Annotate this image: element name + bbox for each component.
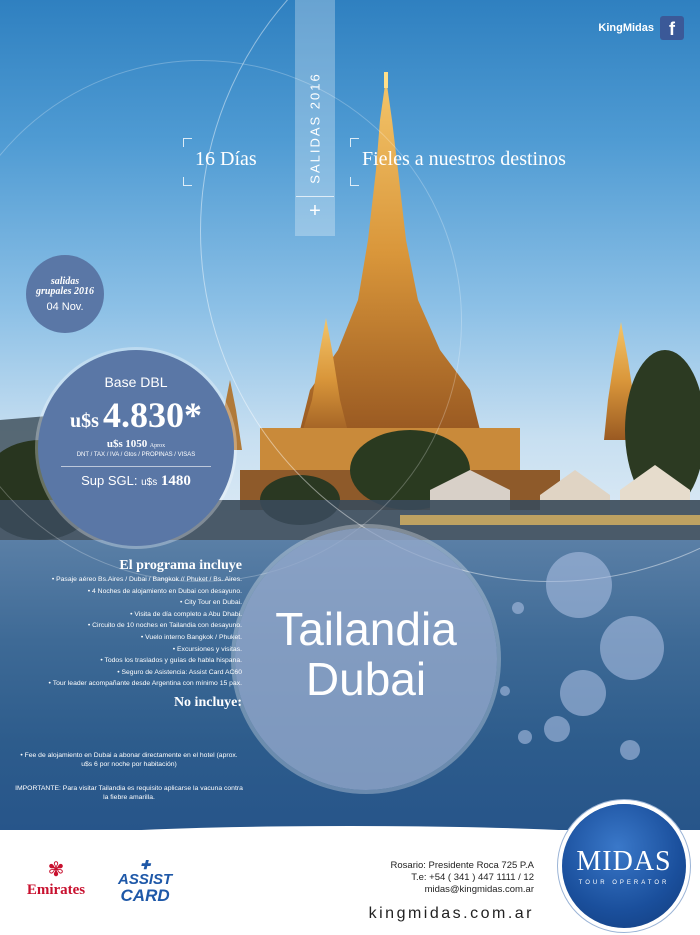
decorative-bubble: [560, 670, 606, 716]
list-item: • Todos los traslados y guías de habla hispana.: [100, 657, 242, 665]
list-item: • 4 Noches de alojamiento en Dubai con desayuno.: [87, 587, 242, 595]
assist-card-icon: ✚: [140, 858, 151, 872]
decorative-bubble: [500, 686, 510, 696]
midas-logo: [562, 804, 686, 928]
list-item: • Pasaje aéreo Bs.Aires / Dubai / Bangkok // Phuket / Bs. Aires.: [51, 576, 242, 583]
facebook-icon[interactable]: f: [660, 16, 684, 40]
bracket-corner: [183, 138, 192, 147]
list-item: • Seguro de Asistencia: Assist Card AC60: [117, 668, 242, 676]
departure-label-line2: grupales 2016: [35, 286, 95, 297]
taxes-list: DNT / TAX / IVA / Gtos / PROPINAS / VISAS: [76, 452, 196, 458]
facebook-link[interactable]: [598, 16, 684, 40]
emirates-wordmark: Emirates: [26, 882, 86, 898]
band-divider: [296, 196, 334, 197]
bracket-corner: [350, 138, 359, 147]
list-item: • Circuito de 10 noches en Tailandia con desayuno.: [87, 622, 242, 630]
sgl-currency: u$s: [141, 477, 158, 488]
midas-subtitle: TOUR OPERATOR: [578, 880, 670, 886]
departure-badge: [26, 255, 104, 333]
price-amount: 4.830*: [102, 395, 202, 435]
program-title: El programa incluye: [119, 558, 242, 573]
program-list: [10, 576, 242, 689]
destination-badge: [235, 528, 497, 790]
assist-card-logo: [118, 858, 172, 904]
decorative-bubble: [518, 730, 532, 744]
price-divider: [61, 466, 211, 467]
website-link[interactable]: kingmidas.com.ar: [368, 905, 534, 922]
not-included-title: No incluye:: [173, 694, 242, 710]
list-item: • Tour leader acompañante desde Argentina con mínimo 15 pax.: [48, 680, 242, 688]
contact-info: [391, 860, 534, 896]
extra-currency: u$s: [106, 438, 123, 450]
extra-note: Aprox: [149, 443, 166, 449]
sgl-amount: 1480: [160, 473, 191, 489]
not-included-text: • Fee de alojamiento en Dubai a abonar directamente en el hotel (aprox. u$s 6 por noche por habitación): [20, 752, 238, 768]
destination-line1: Tailandia: [275, 603, 457, 655]
decorative-bubble: [546, 552, 612, 618]
tagline-heading: Fieles a nuestros destinos: [362, 148, 566, 170]
salidas-vertical-label: SALIDAS 2016: [307, 72, 323, 184]
important-note: IMPORTANTE: Para visitar Tailandia es requisito aplicarse la vacuna contra la fiebre amarilla.: [15, 785, 243, 801]
price-badge: [38, 350, 234, 546]
destination-line2: Dubai: [305, 653, 427, 705]
phone: T.e: +54 ( 341 ) 447 1111 / 12: [411, 872, 534, 883]
assist-card-line2: CARD: [120, 886, 170, 905]
address: Rosario: Presidente Roca 725 P.A: [390, 860, 534, 871]
decorative-bubble: [544, 716, 570, 742]
decorative-bubble: [620, 740, 640, 760]
days-heading: 16 Días: [195, 148, 257, 170]
midas-wordmark: MIDAS: [576, 846, 672, 877]
program-section: [10, 558, 242, 711]
decorative-bubble: [600, 616, 664, 680]
departure-label-line1: salidas: [50, 276, 80, 287]
plus-icon: +: [309, 200, 321, 222]
list-item: • City Tour en Dubai.: [180, 599, 242, 607]
departure-date: 04 Nov.: [46, 301, 84, 313]
assist-card-line1: ASSIST: [118, 871, 173, 888]
list-item: • Excursiones y visitas.: [172, 645, 242, 653]
base-label: Base DBL: [104, 374, 168, 390]
list-item: • Visita de día completo a Abu Dhabi.: [130, 610, 242, 618]
bracket-corner: [183, 177, 192, 186]
emirates-calligraphy-icon: ✾: [47, 859, 65, 881]
decorative-bubble: [512, 602, 524, 614]
emirates-logo: [18, 858, 94, 899]
list-item: • Vuelo interno Bangkok / Phuket.: [140, 633, 242, 641]
email-link[interactable]: midas@kingmidas.com.ar: [424, 884, 534, 895]
price-currency: u$s: [70, 410, 99, 432]
bracket-corner: [350, 177, 359, 186]
extra-amount: 1050: [125, 438, 148, 450]
facebook-brand-label: KingMidas: [598, 22, 654, 34]
sgl-label: Sup SGL:: [81, 473, 138, 488]
